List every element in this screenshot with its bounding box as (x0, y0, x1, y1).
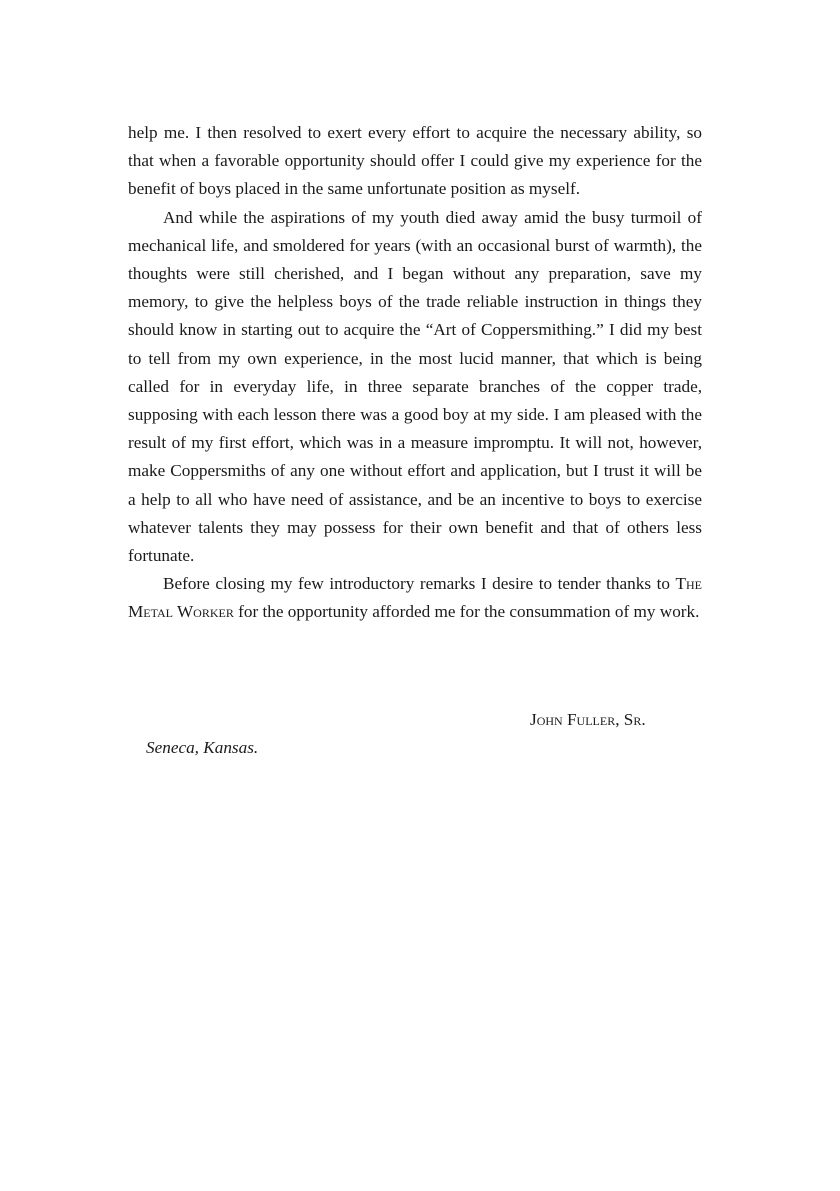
preface-text (128, 119, 702, 627)
paragraph-1: help me. I then resolved to exert every effort to acquire the necessary ability, so that when a favorable opportunity should offer I could give my experience for the benefit of boys placed in the same unfortunate position as myself. (128, 123, 702, 199)
author-signature: John Fuller, Sr. (530, 710, 646, 729)
paragraph-3-text-start: Before closing my few introductory remarks I desire to tender thanks to (163, 574, 676, 594)
paragraph-3 (128, 570, 702, 626)
publication-name: The Metal Worker (128, 574, 702, 622)
paragraph-3-text-end: for the opportunity afforded me for the consummation of my work. (233, 602, 700, 622)
place-line: Seneca, Kansas. (146, 738, 259, 757)
paragraph-2: And while the aspirations of my youth died away amid the busy turmoil of mechanical life, and smoldered for years (with an occasional burst of warmth), the thoughts were still cherished, and I began without any preparation, save my memory, to give the helpless boys of the trade reliable instruction in things they should know in starting out to acquire the “Art of Coppersmithing.” I did my best to tell from my own experience, in the most lucid manner, that which is being called for in everyday life, in three separate branches of the copper trade, supposing with each lesson there was a good boy at my side. I am pleased with the result of my first effort, which was in a measure impromptu. It will not, however, make Coppersmiths of any one without effort and application, but I trust it will be a help to all who have need of assistance, and be an incentive to boys to exercise whatever talents they may possess for their own benefit and that of others less fortunate. (128, 207, 702, 566)
